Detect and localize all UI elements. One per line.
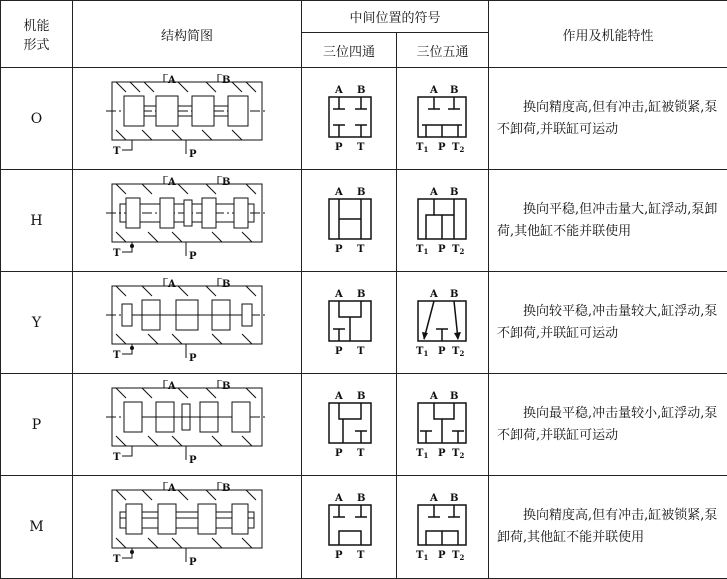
port-t-label: T: [357, 550, 365, 561]
structure-diagram-cell: [73, 272, 302, 374]
port-t2-label: T: [452, 346, 460, 357]
svg-text:T2: [452, 244, 464, 256]
port-b-label: B: [450, 289, 458, 300]
spool-diagram-p: [102, 380, 272, 466]
function-code: O: [1, 68, 73, 170]
port-t1-sub: 1: [423, 553, 428, 562]
port-t1-sub: 1: [423, 247, 428, 256]
port-a-label: A: [167, 381, 176, 392]
port-a-label: A: [334, 391, 343, 402]
spool-land: [124, 96, 144, 126]
port-t2-label: T: [452, 142, 460, 153]
port-t1-label: T: [416, 142, 424, 153]
port-t1-sub: 1: [423, 145, 428, 154]
port-b-label: B: [222, 75, 230, 86]
port-b-label: B: [357, 187, 365, 198]
port-t2-sub: 2: [459, 553, 464, 562]
port-p-label: P: [438, 142, 446, 153]
function-code: P: [1, 374, 73, 476]
spool-land: [126, 198, 140, 228]
spool-land: [122, 304, 132, 326]
structure-diagram-cell: [73, 170, 302, 272]
spool-diagram-y: [102, 278, 272, 364]
port-b-label: B: [357, 85, 365, 96]
table-row: [1, 68, 727, 170]
port-p-label: P: [189, 353, 197, 364]
port-p-label: P: [438, 346, 446, 357]
port-p-label: P: [189, 455, 197, 466]
spool-land: [234, 198, 248, 228]
symbol-five-way-cell: [397, 476, 489, 579]
port-b-label: B: [222, 279, 230, 290]
port-p-label: P: [335, 448, 343, 459]
header-three-four: 三位四通: [302, 33, 397, 68]
port-b-label: B: [357, 391, 365, 402]
spool-diagram-h: [102, 176, 272, 262]
symbol-five-way-cell: [397, 68, 489, 170]
port-t-label: T: [113, 350, 121, 361]
table-row: [1, 272, 727, 374]
function-description: 换向精度高,但有冲击,缸被锁紧,泵不卸荷,并联缸可运动: [489, 68, 727, 170]
function-description: 换向较平稳,冲击量较大,缸浮动,泵不卸荷,并联缸可运动: [489, 272, 727, 374]
function-code: H: [1, 170, 73, 272]
header-form-line2: 形式: [1, 34, 72, 53]
header-middle-symbol: 中间位置的符号: [302, 1, 489, 33]
port-a-label: A: [429, 187, 438, 198]
port-p-label: P: [189, 149, 197, 160]
port-p-label: P: [189, 557, 197, 568]
symbol-five-way-h: [410, 181, 476, 257]
svg-text:T1: [416, 244, 428, 256]
port-p-label: P: [335, 346, 343, 357]
port-t1-sub: 1: [423, 451, 428, 460]
port-t2-label: T: [452, 550, 460, 561]
port-b-label: B: [450, 391, 458, 402]
function-description: 换向精度高,但有冲击,缸被锁紧,泵卸荷,其他缸不能并联使用: [489, 476, 727, 579]
port-a-label: A: [429, 391, 438, 402]
port-b-label: B: [222, 177, 230, 188]
header-form: [1, 1, 73, 68]
port-a-label: A: [429, 493, 438, 504]
structure-diagram-cell: [73, 476, 302, 579]
symbol-four-way-cell: [302, 476, 397, 579]
spool-land: [158, 504, 176, 534]
port-t-label: T: [113, 554, 121, 565]
port-t-label: T: [113, 248, 121, 259]
header-function: 作用及机能特性: [489, 1, 727, 68]
port-t-label: T: [357, 142, 365, 153]
symbol-five-way-cell: [397, 170, 489, 272]
spool-land: [198, 504, 216, 534]
port-t2-label: T: [452, 448, 460, 459]
svg-text:T2: [452, 448, 464, 460]
port-a-label: A: [167, 483, 176, 494]
symbol-four-way-o: [319, 79, 379, 155]
port-t2-sub: 2: [459, 247, 464, 256]
port-t2-sub: 2: [459, 451, 464, 460]
spool-land: [202, 198, 216, 228]
spool-diagram-o: [102, 74, 272, 160]
port-b-label: B: [357, 289, 365, 300]
header-structure: 结构简图: [73, 1, 302, 68]
port-p-label: P: [438, 448, 446, 459]
port-a-label: A: [167, 177, 176, 188]
svg-text:T1: [416, 448, 428, 460]
port-b-label: B: [450, 187, 458, 198]
spool-diagram-m: [102, 482, 272, 568]
port-t2-sub: 2: [459, 349, 464, 358]
symbol-four-way-cell: [302, 374, 397, 476]
spool-land: [184, 200, 192, 226]
port-a-label: A: [334, 493, 343, 504]
port-t1-label: T: [416, 550, 424, 561]
port-b-label: B: [357, 493, 365, 504]
port-t2-label: T: [452, 244, 460, 255]
port-b-label: B: [222, 483, 230, 494]
svg-text:T1: [416, 142, 428, 154]
port-t1-label: T: [416, 448, 424, 459]
svg-text:T2: [452, 346, 464, 358]
port-p-label: P: [335, 550, 343, 561]
spool-land: [160, 198, 174, 228]
spool-land: [124, 402, 142, 432]
symbol-four-way-p: [319, 385, 379, 461]
svg-text:T2: [452, 142, 464, 154]
header-form-line1: 机能: [1, 15, 72, 34]
port-p-label: P: [438, 550, 446, 561]
structure-diagram-cell: [73, 374, 302, 476]
function-code: M: [1, 476, 73, 579]
port-t-label: T: [357, 448, 365, 459]
port-t-label: T: [357, 244, 365, 255]
symbol-five-way-cell: [397, 374, 489, 476]
port-a-label: A: [334, 289, 343, 300]
svg-text:T1: [416, 346, 428, 358]
port-a-label: A: [167, 75, 176, 86]
port-p-label: P: [189, 251, 197, 262]
structure-diagram-cell: [73, 68, 302, 170]
port-b-label: B: [222, 381, 230, 392]
symbol-five-way-cell: [397, 272, 489, 374]
header-three-five: 三位五通: [397, 33, 489, 68]
port-t2-sub: 2: [459, 145, 464, 154]
table-row: [1, 476, 727, 579]
port-b-label: B: [450, 493, 458, 504]
spool-land: [232, 402, 250, 432]
symbol-five-way-p: [410, 385, 476, 461]
table-row: [1, 170, 727, 272]
function-description: 换向平稳,但冲击量大,缸浮动,泵卸荷,其他缸不能并联使用: [489, 170, 727, 272]
port-p-label: P: [438, 244, 446, 255]
spool-land: [228, 96, 248, 126]
port-a-label: A: [334, 85, 343, 96]
port-t-label: T: [113, 146, 121, 157]
port-t-label: T: [357, 346, 365, 357]
function-code: Y: [1, 272, 73, 374]
port-b-label: B: [450, 85, 458, 96]
port-t-label: T: [113, 452, 121, 463]
spool-land: [126, 504, 142, 534]
table-row: [1, 374, 727, 476]
function-description: 换向最平稳,冲击量较小,缸浮动,泵不卸荷,并联缸可运动: [489, 374, 727, 476]
port-p-label: P: [335, 244, 343, 255]
symbol-five-way-o: [410, 79, 476, 155]
port-a-label: A: [334, 187, 343, 198]
svg-text:T1: [416, 550, 428, 562]
port-t1-label: T: [416, 346, 424, 357]
spool-land: [192, 96, 214, 126]
spool-land: [242, 304, 252, 326]
spool-land: [156, 96, 178, 126]
symbol-five-way-y: [410, 283, 476, 359]
symbol-four-way-cell: [302, 170, 397, 272]
svg-text:T2: [452, 550, 464, 562]
symbol-four-way-h: [319, 181, 379, 257]
port-a-label: A: [429, 289, 438, 300]
symbol-four-way-y: [319, 283, 379, 359]
port-p-label: P: [335, 142, 343, 153]
spool-land: [232, 504, 248, 534]
symbol-five-way-m: [410, 487, 476, 563]
port-t1-label: T: [416, 244, 424, 255]
symbol-four-way-m: [319, 487, 379, 563]
port-a-label: A: [429, 85, 438, 96]
port-t1-sub: 1: [423, 349, 428, 358]
symbol-four-way-cell: [302, 272, 397, 374]
port-a-label: A: [167, 279, 176, 290]
symbol-four-way-cell: [302, 68, 397, 170]
